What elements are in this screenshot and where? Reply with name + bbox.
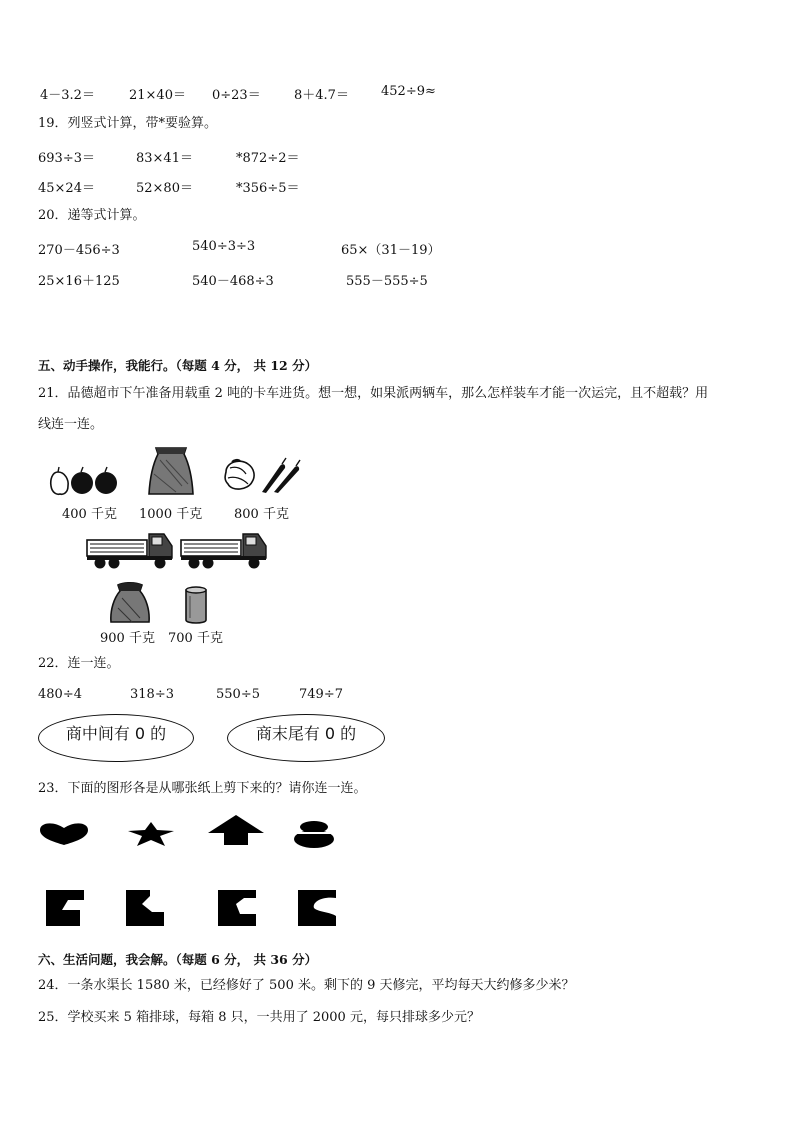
canister-icon bbox=[184, 586, 208, 624]
q22-expression: 480÷4 bbox=[38, 687, 82, 702]
oval-quotient-middle-zero bbox=[38, 714, 194, 762]
weight-label-vegetables: 800 千克 bbox=[234, 507, 289, 522]
q19-item: *356÷5＝ bbox=[236, 181, 300, 196]
weight-label-bag: 900 千克 bbox=[100, 631, 155, 646]
q19-item: 693÷3＝ bbox=[38, 151, 95, 166]
section-5-heading: 五、动手操作，我能行。（每题 4 分， 共 12 分） bbox=[38, 358, 318, 373]
oral-calc-5: 452÷9≈ bbox=[381, 84, 436, 99]
paper-piece-1 bbox=[46, 890, 84, 926]
section-6-heading: 六、生活问题，我会解。（每题 6 分， 共 36 分） bbox=[38, 952, 318, 967]
weight-label-fruit: 400 千克 bbox=[62, 507, 117, 522]
fruit-icon bbox=[48, 466, 120, 496]
q20-item: 270－456÷3 bbox=[38, 243, 120, 258]
star-shape bbox=[126, 822, 176, 846]
sack-icon bbox=[148, 446, 194, 496]
q19-item: *872÷2＝ bbox=[236, 151, 300, 166]
q23-title: 23．下面的图形各是从哪张纸上剪下来的？请你连一连。 bbox=[38, 781, 367, 796]
oval-quotient-end-zero bbox=[227, 714, 385, 762]
paper-piece-2 bbox=[126, 890, 164, 926]
q21-text-line1: 21．品德超市下午准备用载重 2 吨的卡车进货。想一想，如果派两辆车，那么怎样装车才能一次运完，且不超载？用 bbox=[38, 386, 709, 401]
oval-label: 商中间有 0 的 bbox=[65, 723, 167, 743]
weight-label-sack: 1000 千克 bbox=[139, 507, 203, 522]
q22-expression: 749÷7 bbox=[299, 687, 343, 702]
q20-item: 555－555÷5 bbox=[346, 274, 428, 289]
oral-calc-2: 21×40＝ bbox=[129, 88, 186, 103]
q19-title: 19．列竖式计算，带*要验算。 bbox=[38, 116, 218, 131]
mushroom-shape bbox=[292, 820, 336, 848]
q20-title: 20．递等式计算。 bbox=[38, 208, 146, 223]
vegetables-icon bbox=[222, 458, 302, 494]
q22-expression: 550÷5 bbox=[216, 687, 260, 702]
oral-calc-1: 4－3.2＝ bbox=[40, 88, 95, 103]
truck-icon bbox=[86, 530, 174, 570]
q20-item: 25×16＋125 bbox=[38, 274, 120, 289]
arrow-shape bbox=[208, 815, 264, 845]
q24-text: 24．一条水渠长 1580 米，已经修好了 500 米。剩下的 9 天修完，平均每天大约修多少米？ bbox=[38, 978, 575, 993]
q25-text: 25．学校买来 5 箱排球，每箱 8 只，一共用了 2000 元，每只排球多少元？ bbox=[38, 1010, 480, 1025]
truck-icon bbox=[180, 530, 268, 570]
q20-item: 65×（31－19） bbox=[341, 243, 441, 258]
q20-item: 540－468÷3 bbox=[192, 274, 274, 289]
q19-item: 52×80＝ bbox=[136, 181, 193, 196]
q22-title: 22．连一连。 bbox=[38, 656, 120, 671]
oral-calc-3: 0÷23＝ bbox=[212, 88, 261, 103]
paper-piece-4 bbox=[298, 890, 336, 926]
paper-piece-3 bbox=[218, 890, 256, 926]
q20-item: 540÷3÷3 bbox=[192, 239, 256, 254]
q19-item: 45×24＝ bbox=[38, 181, 95, 196]
weight-label-canister: 700 千克 bbox=[168, 631, 223, 646]
heart-shape bbox=[38, 822, 90, 846]
bag-icon bbox=[110, 582, 150, 624]
q22-expression: 318÷3 bbox=[130, 687, 174, 702]
oral-calc-4: 8＋4.7＝ bbox=[294, 88, 349, 103]
q21-text-line2: 线连一连。 bbox=[38, 417, 104, 432]
q19-item: 83×41＝ bbox=[136, 151, 193, 166]
oval-label: 商末尾有 0 的 bbox=[255, 723, 357, 743]
